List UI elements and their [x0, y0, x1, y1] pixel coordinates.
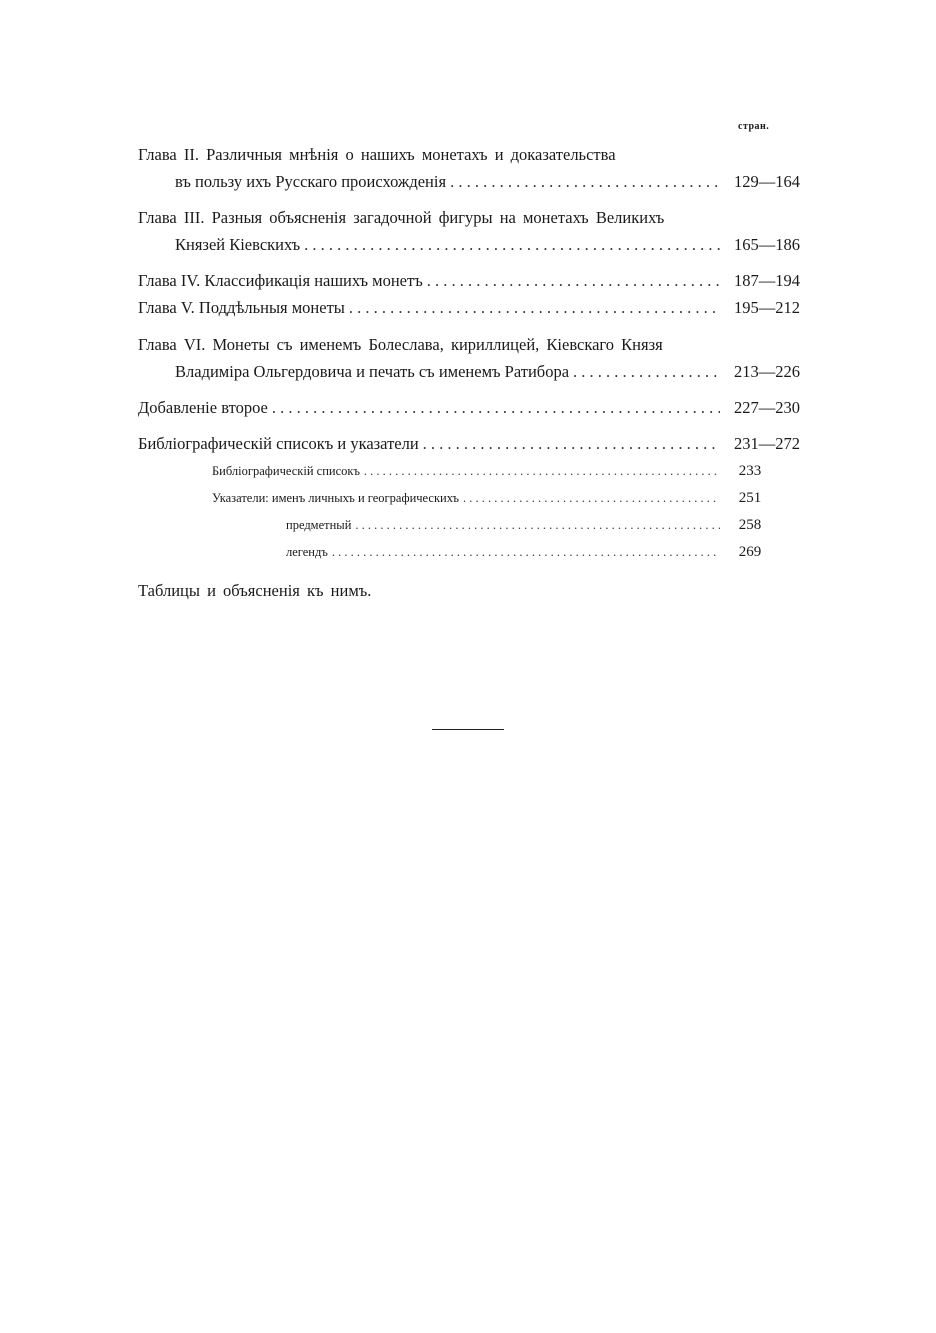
toc-entry-label: Глава IV. Классификація нашихъ монетъ	[138, 271, 423, 290]
toc-entry-ch6	[175, 362, 800, 384]
toc-subentry	[212, 490, 800, 508]
dot-leader	[463, 491, 720, 506]
toc-entry-ch2-line1: Глава II. Различныя мнѣнія о нашихъ монетахъ и доказательства	[138, 145, 616, 164]
toc-entry-ch5	[138, 298, 800, 320]
toc-entry-pages: 129—164	[734, 172, 800, 191]
toc-entry-label: въ пользу ихъ Русскаго происхожденія	[175, 172, 447, 191]
toc-entry-addendum	[138, 398, 800, 420]
toc-entry-label: Глава V. Поддѣльныя монеты	[138, 298, 345, 317]
toc-entry-label: Библіографическій списокъ и указатели	[138, 434, 419, 453]
toc-entry-bibliography	[138, 434, 800, 456]
dot-leader	[355, 518, 720, 533]
toc-entry-ch3-line1: Глава III. Разныя объясненія загадочной фигуры на монетахъ Великихъ	[138, 208, 665, 227]
dot-leader	[450, 172, 720, 192]
toc-entry-ch4	[138, 271, 800, 293]
toc-entry-pages: 231—272	[734, 434, 800, 453]
toc-entry-ch3	[175, 235, 800, 257]
dot-leader	[423, 434, 720, 454]
toc-entry-pages: 227—230	[734, 398, 800, 417]
toc-plates-line: Таблицы и объясненія къ нимъ.	[138, 581, 372, 600]
toc-entry-label: Князей Кіевскихъ	[175, 235, 301, 254]
toc-subentry	[286, 517, 800, 535]
toc-subentry	[212, 463, 800, 481]
toc-entry-pages: 187—194	[734, 271, 800, 290]
toc-entry-ch6-line1: Глава VI. Монеты съ именемъ Болеслава, кириллицей, Кіевскаго Князя	[138, 335, 663, 354]
dot-leader	[272, 398, 720, 418]
dot-leader	[573, 362, 720, 382]
dot-leader	[427, 271, 720, 291]
end-rule-divider	[432, 729, 504, 730]
dot-leader	[364, 464, 720, 479]
toc-entry-pages: 213—226	[734, 362, 800, 381]
dot-leader	[349, 298, 720, 318]
toc-entry-pages: 195—212	[734, 298, 800, 317]
toc-subentry	[286, 544, 800, 562]
dot-leader	[332, 545, 720, 560]
dot-leader	[304, 235, 720, 255]
toc-entry-label: Владиміра Ольгердовича и печать съ именемъ Ратибора	[175, 362, 570, 381]
toc-subentry-pages: 251	[738, 490, 762, 506]
toc-entry-pages: 165—186	[734, 235, 800, 254]
page-column-header: стран.	[738, 121, 770, 132]
toc-subentry-pages: 258	[738, 517, 762, 533]
toc-subentry-label: предметный	[286, 518, 352, 532]
toc-subentry-pages: 269	[738, 544, 762, 560]
toc-entry-ch2	[175, 172, 800, 194]
toc-subentry-label: Библіографическій списокъ	[212, 464, 360, 478]
toc-subentry-label: легендъ	[286, 545, 328, 559]
toc-subentry-pages: 233	[738, 463, 762, 479]
toc-subentry-label: Указатели: именъ личныхъ и географическихъ	[212, 491, 459, 505]
toc-entry-label: Добавленіе второе	[138, 398, 268, 417]
